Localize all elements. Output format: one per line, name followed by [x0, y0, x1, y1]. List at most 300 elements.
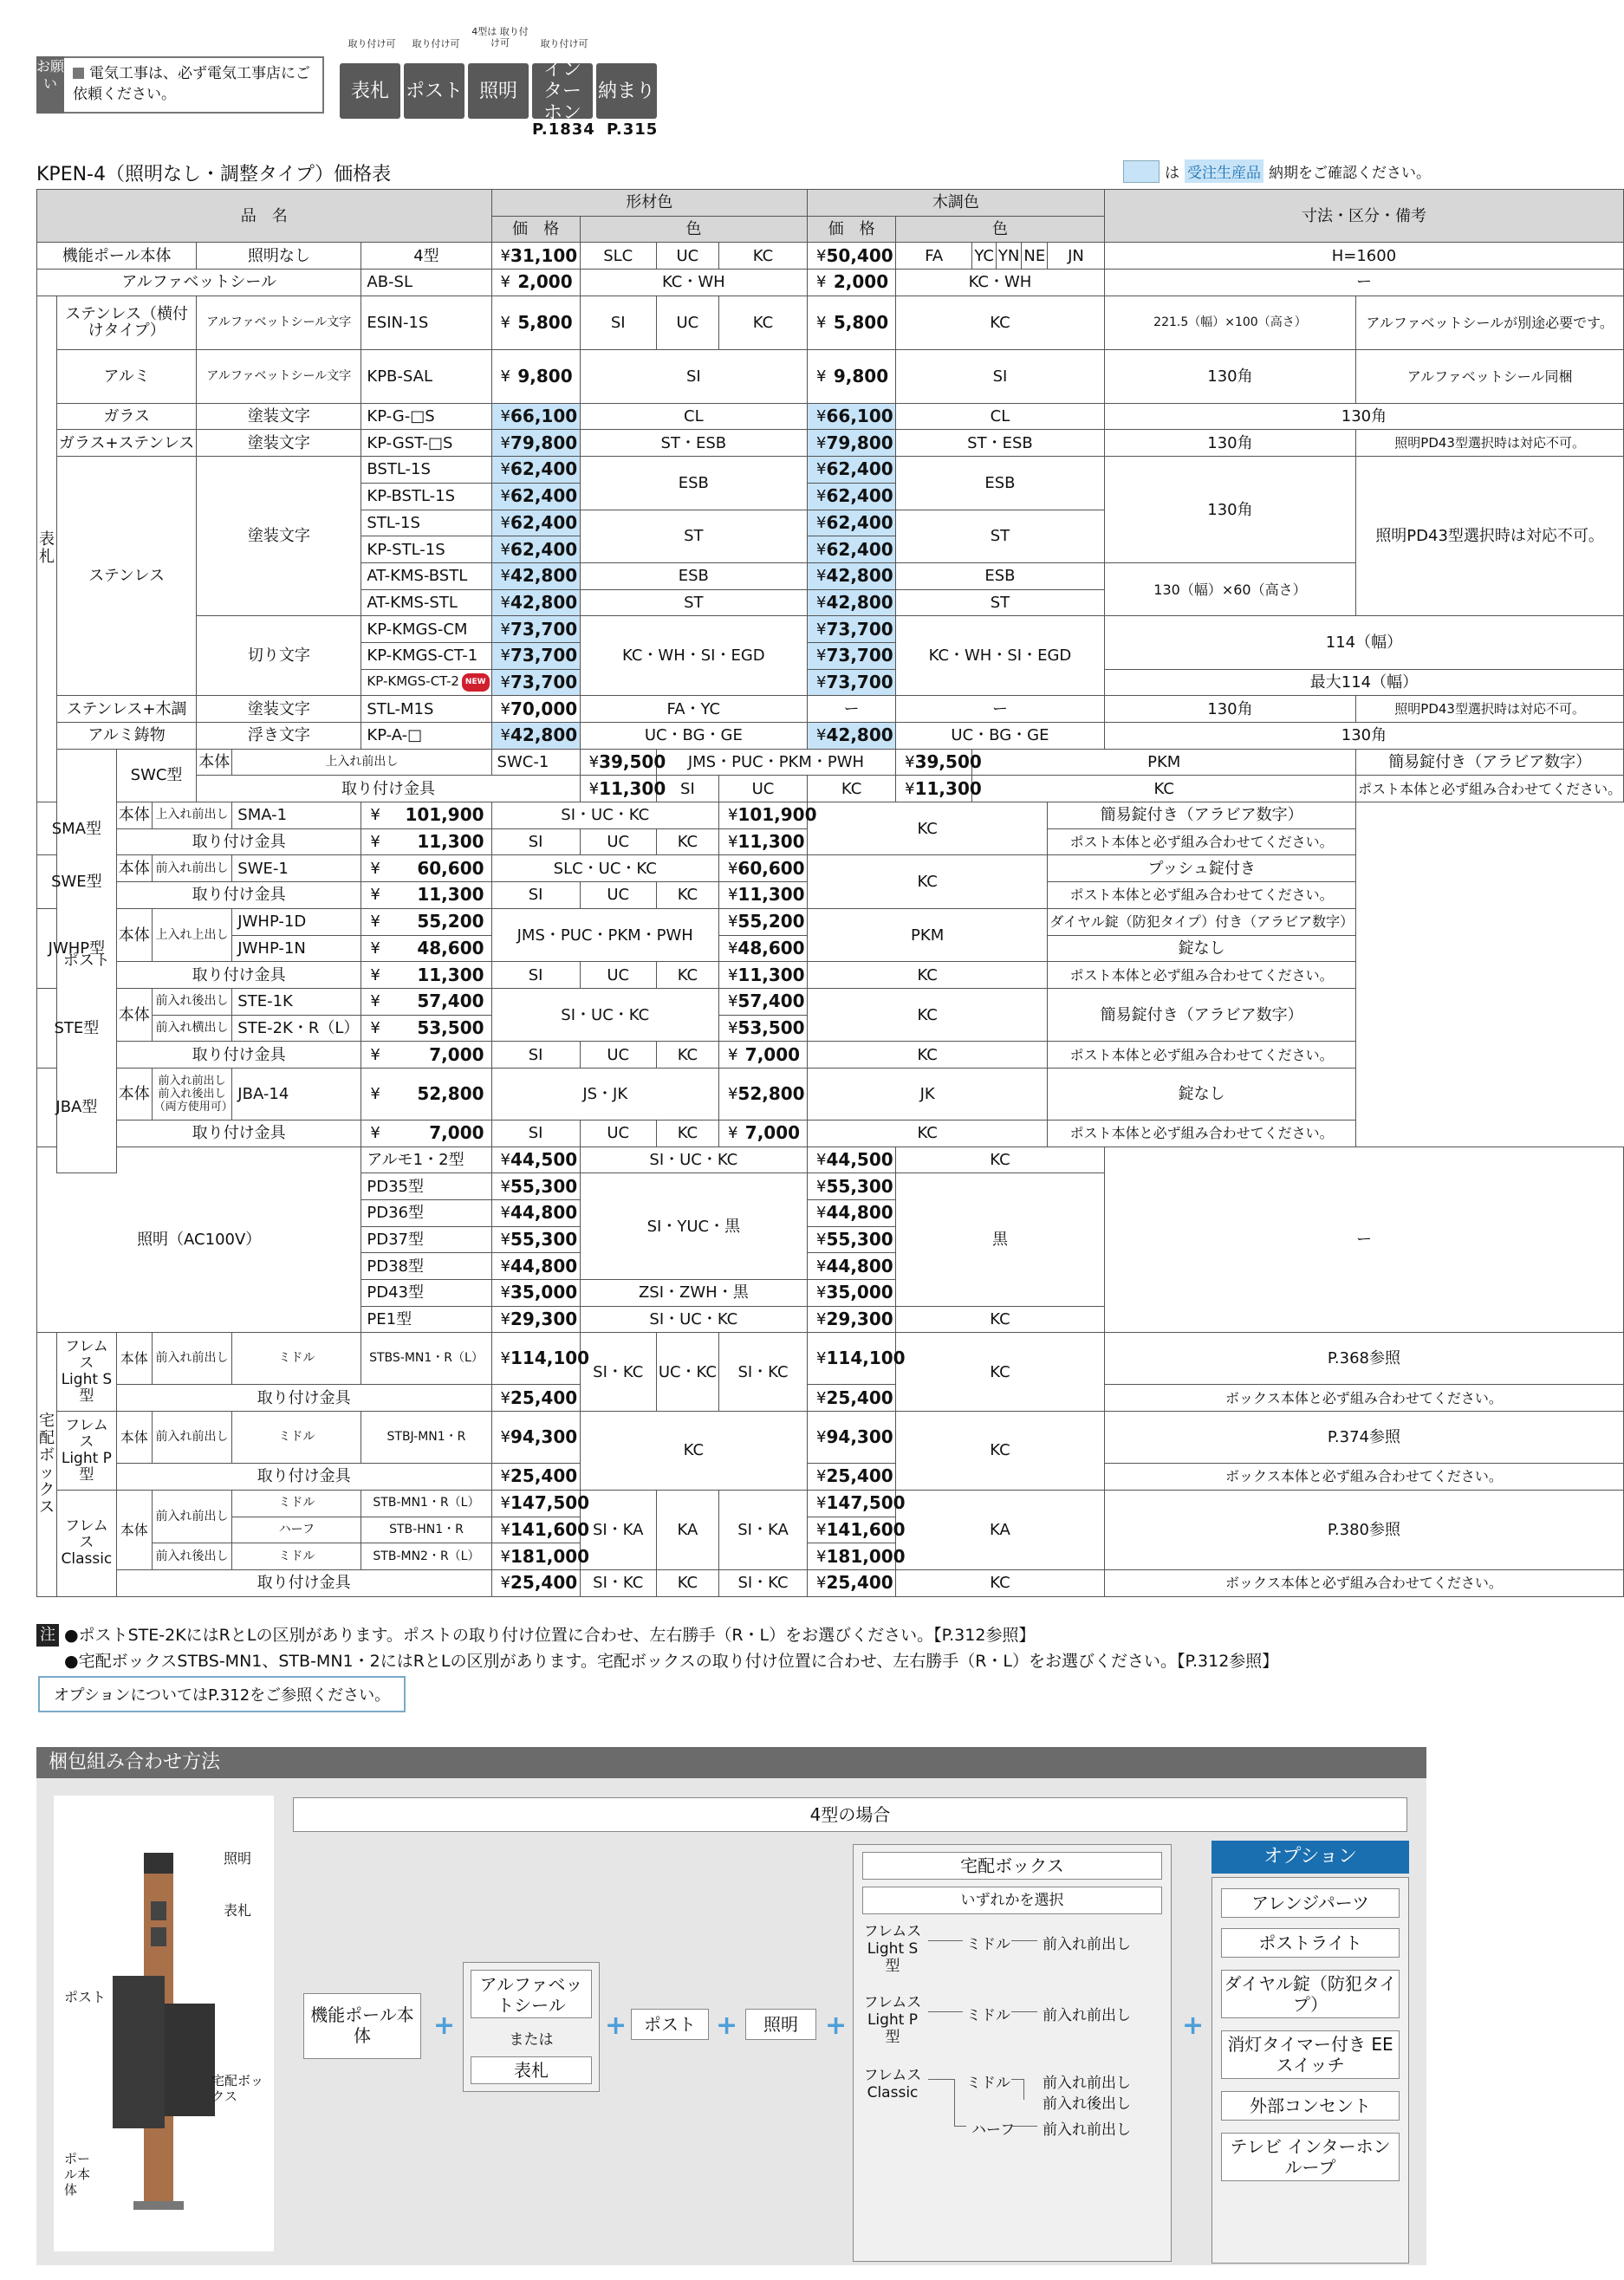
cell: 上入れ上出し: [152, 908, 232, 961]
illus-label-pole: ポール本体: [64, 2151, 91, 2198]
cell: 前入れ前出し: [152, 1412, 232, 1464]
cell: 前入れ横出し: [152, 1015, 232, 1042]
cell: ST: [580, 510, 807, 562]
price-cell: ¥ 42,800: [808, 562, 896, 589]
cell: JMS・PUC・PKM・PWH: [491, 908, 718, 961]
cell: SWE型: [37, 855, 117, 908]
price-cell: ¥ 11,300: [361, 962, 491, 989]
combo-light[interactable]: 照明: [745, 2009, 816, 2040]
table-row: [37, 1412, 1624, 1464]
note-line-2: ●宅配ボックスSTBS-MN1、STB-MN1・2にはRとLの区別があります。宅配ボックスの取り付け位置に合わせ、左右勝手（R・L）をお選びください。【P.312参照】: [64, 1652, 1279, 1671]
price-cell: ¥ 9,800: [491, 349, 580, 403]
cell: KC: [808, 1120, 1048, 1146]
price-cell: ¥ 62,400: [491, 536, 580, 563]
cell: 本体: [116, 1412, 152, 1464]
price-cell: ¥ 62,400: [491, 510, 580, 536]
price-cell: ¥ 55,300: [808, 1226, 896, 1253]
plus-icon: +: [825, 2010, 848, 2041]
cell: STE型: [37, 988, 117, 1068]
cell: KC・WH: [896, 270, 1105, 296]
cell: SI: [491, 1042, 580, 1069]
cell: KC: [808, 802, 1048, 855]
cell: 照明（AC100V）: [37, 1146, 361, 1333]
hd-wood: 木調色: [808, 190, 1105, 217]
cell[interactable]: P.380参照: [1104, 1490, 1623, 1569]
cell: KC: [718, 243, 807, 270]
cell: 本体: [116, 908, 152, 961]
takuhai-group: [853, 1844, 1172, 2262]
combo-hyou-group: [463, 1962, 600, 2092]
connector-line: [1011, 2126, 1037, 2127]
price-cell: ¥ 73,700: [808, 642, 896, 669]
cell: ミドル: [232, 1333, 361, 1385]
price-cell: ¥ 55,300: [491, 1173, 580, 1200]
cell: KC: [718, 296, 807, 349]
cell: SI・YUC・黒: [580, 1173, 807, 1280]
price-cell: ¥ 62,400: [808, 457, 896, 484]
tb-row-2-dir[interactable]: 前入れ前出し: [1043, 2007, 1131, 2024]
price-cell: ¥ 50,400: [808, 243, 896, 270]
price-cell: ¥ 55,200: [718, 908, 807, 935]
cell: プッシュ錠付き: [1048, 855, 1356, 882]
cell: SWC-1: [491, 749, 580, 776]
option-ref[interactable]: オプションについてはP.312をご参照ください。: [38, 1676, 406, 1712]
price-cell: ¥ 2,000: [491, 270, 580, 296]
cell: KC・WH・SI・EGD: [580, 616, 807, 696]
illus-label-post: ポスト: [64, 1989, 107, 2005]
cell: UC: [718, 776, 807, 802]
option-group: [1212, 1877, 1409, 2264]
cell: 塗装文字: [197, 403, 361, 430]
price-cell: ¥ 42,800: [808, 589, 896, 616]
table-row: [37, 243, 1624, 270]
cell: SWE-1: [232, 855, 361, 882]
cell: YN: [996, 243, 1021, 270]
btn-interphone[interactable]: インターホン: [532, 63, 593, 119]
price-cell: ¥ 60,600: [361, 855, 491, 882]
cell: ST: [896, 589, 1105, 616]
cell: SI: [580, 349, 807, 403]
table-row: [37, 1120, 1624, 1146]
tb-row-2-mid: ミドル: [966, 2007, 1010, 2024]
onegai-badge: お願い: [36, 56, 64, 114]
price-cell: ¥ 7,000: [361, 1120, 491, 1146]
cell: 本体: [116, 1068, 152, 1120]
price-cell: ¥ 42,800: [491, 562, 580, 589]
cell: 114（幅）: [1104, 616, 1623, 669]
cell: STE-1K: [232, 988, 361, 1015]
tb-row-2-name: フレムス Light P型: [863, 1994, 922, 2046]
note-mark: 注: [36, 1624, 59, 1647]
cell: SI: [491, 1120, 580, 1146]
cell: KC: [972, 776, 1356, 802]
cell: ST: [896, 510, 1105, 562]
cell: 前入れ後出し: [152, 988, 232, 1015]
option-postlight[interactable]: ポストライト: [1221, 1928, 1400, 1958]
cell: 130（幅）×60（高さ）: [1104, 562, 1355, 615]
cell: KC: [656, 882, 718, 909]
btn-osamari[interactable]: 納まり: [596, 63, 657, 119]
cell: ESB: [896, 562, 1105, 589]
cell: ポスト本体と必ず組み合わせてください。: [1048, 962, 1356, 989]
page-ref-1[interactable]: P.1834: [532, 120, 595, 139]
cell: ー: [896, 696, 1105, 723]
cell: KC: [808, 1042, 1048, 1069]
cell[interactable]: P.374参照: [1104, 1412, 1623, 1464]
cell: JMS・PUC・PKM・PWH: [656, 749, 895, 776]
cell: アルファベットシールが別途必要です。: [1356, 296, 1624, 349]
price-cell: ¥ 35,000: [808, 1280, 896, 1307]
cell: 取り付け金具: [116, 828, 361, 855]
price-cell: ¥ 25,400: [491, 1385, 580, 1412]
price-cell: ¥ 44,800: [808, 1253, 896, 1280]
cell: UC: [656, 243, 718, 270]
cell: ZSI・ZWH・黒: [580, 1280, 807, 1307]
cell: STE-2K・R（L）: [232, 1015, 361, 1042]
price-cell: ¥ 62,400: [808, 510, 896, 536]
price-cell: ¥ 7,000: [718, 1120, 807, 1146]
price-cell: ¥ 7,000: [361, 1042, 491, 1069]
tb-row-3-dir2[interactable]: 前入れ後出し: [1043, 2095, 1131, 2113]
table-row: [37, 1385, 1624, 1412]
cell: SI: [896, 349, 1105, 403]
tag-interphone: 取り付け可: [540, 38, 588, 49]
cell: ボックス本体と必ず組み合わせてください。: [1104, 1464, 1623, 1491]
cell: 黒: [896, 1173, 1105, 1306]
cell: アルミ: [57, 349, 197, 403]
cell: ステンレス（横付けタイプ）: [57, 296, 197, 349]
plus-icon: +: [433, 2010, 456, 2041]
price-cell: ¥ 11,300: [361, 882, 491, 909]
btn-hyousatsu[interactable]: 表札: [340, 63, 400, 119]
cell: SMA-1: [232, 802, 361, 829]
price-cell: ¥ 70,000: [491, 696, 580, 723]
cell: 221.5（幅）×100（高さ）: [1104, 296, 1355, 349]
option-timer[interactable]: 消灯タイマー付き EEスイッチ: [1221, 2030, 1400, 2079]
table-row: [37, 962, 1624, 989]
cell: KC: [896, 1333, 1105, 1412]
price-cell: ¥ 11,300: [718, 828, 807, 855]
price-cell: ¥ 53,500: [718, 1015, 807, 1042]
cell: ESIN-1S: [361, 296, 491, 349]
table-row: [37, 457, 1624, 484]
cell: 130角: [1104, 403, 1623, 430]
price-cell: ¥ 25,400: [808, 1464, 896, 1491]
cell: 130角: [1104, 457, 1355, 563]
cell: UC・BG・GE: [580, 723, 807, 750]
cell: JN: [1048, 243, 1105, 270]
cell: PD35型: [361, 1173, 491, 1200]
cell: 上入れ前出し: [232, 749, 491, 776]
electric-note-text: 電気工事は、必ず電気工事店にご依頼ください。: [73, 65, 310, 103]
table-row: [37, 403, 1624, 430]
cell: 取り付け金具: [116, 882, 361, 909]
tb-row-3-dir3[interactable]: 前入れ前出し: [1043, 2121, 1131, 2139]
electric-note: [64, 56, 324, 114]
cell: PD43型: [361, 1280, 491, 1307]
cell: KPB-SAL: [361, 349, 491, 403]
cell: 簡易錠付き（アラビア数字）: [1048, 988, 1356, 1041]
cell: SLC・UC・KC: [491, 855, 718, 882]
cell: SI・KA: [580, 1490, 656, 1569]
option-dial[interactable]: ダイヤル錠（防犯タイプ）: [1221, 1970, 1400, 2018]
price-cell: ¥ 141,600: [808, 1517, 896, 1543]
cell: ミドル: [232, 1490, 361, 1517]
cell: 本体: [116, 988, 152, 1041]
price-cell: ¥ 62,400: [808, 536, 896, 563]
price-cell: ¥ 25,400: [491, 1569, 580, 1596]
price-cell: ¥ 29,300: [491, 1306, 580, 1333]
cell: 塗装文字: [197, 430, 361, 457]
cell: ボックス本体と必ず組み合わせてください。: [1104, 1385, 1623, 1412]
price-cell: ¥ 147,500: [491, 1490, 580, 1517]
section-hyousatsu: 表札: [37, 296, 57, 802]
price-cell: ¥ 66,100: [491, 403, 580, 430]
cell: SI・UC・KC: [491, 988, 718, 1041]
cell: アルファベットシール: [37, 270, 361, 296]
cell: CL: [580, 403, 807, 430]
price-cell: ¥ 79,800: [808, 430, 896, 457]
table-row: [37, 855, 1624, 882]
cell: 本体: [116, 855, 152, 882]
cell: KA: [656, 1490, 718, 1569]
cell: 前入れ後出し: [152, 1543, 232, 1570]
price-cell: ¥ 53,500: [361, 1015, 491, 1042]
option-title: オプション: [1212, 1841, 1409, 1874]
price-cell: ¥ 73,700: [491, 616, 580, 643]
cell: 取り付け金具: [197, 776, 580, 802]
cell: UC: [580, 828, 656, 855]
cell: KC: [580, 1412, 807, 1491]
price-table: [36, 189, 1624, 1597]
cell: AB-SL: [361, 270, 491, 296]
legend-mid: は: [1165, 165, 1179, 182]
connector-line: [954, 2126, 966, 2127]
cell: STL-M1S: [361, 696, 491, 723]
section-takuhai: 宅配ボックス: [37, 1333, 57, 1596]
cell: PE1型: [361, 1306, 491, 1333]
square-bullet-icon: [73, 68, 84, 79]
cell: UC: [656, 296, 718, 349]
plus-icon: +: [716, 2010, 738, 2041]
cell: 取り付け金具: [116, 1120, 361, 1146]
legend-tail: 納期をご確認ください。: [1269, 165, 1431, 182]
cell: SI: [491, 828, 580, 855]
hd-notes: 寸法・区分・備考: [1104, 190, 1623, 243]
cell: 取り付け金具: [116, 1042, 361, 1069]
table-row: [37, 1569, 1624, 1596]
option-outlet[interactable]: 外部コンセント: [1221, 2091, 1400, 2121]
takuhai-title: 宅配ボックス: [862, 1852, 1162, 1880]
cell: 機能ポール本体: [37, 243, 197, 270]
cell: JS・JK: [491, 1068, 718, 1120]
cell: 塗装文字: [197, 457, 361, 616]
cell: 錠なし: [1048, 1068, 1356, 1120]
cell: KC: [896, 1146, 1105, 1173]
connector-line: [1011, 2011, 1037, 2012]
cell: 塗装文字: [197, 696, 361, 723]
cell: PD37型: [361, 1226, 491, 1253]
table-row: [37, 749, 1624, 776]
connector-line: [928, 1940, 963, 1941]
price-cell: ¥ 60,600: [718, 855, 807, 882]
price-cell: ¥ 52,800: [718, 1068, 807, 1120]
option-arrange[interactable]: アレンジパーツ: [1221, 1888, 1400, 1918]
cell: PKM: [808, 908, 1048, 961]
combo-pole[interactable]: 機能ポール本体: [303, 1993, 421, 2059]
tb-row-3-dir[interactable]: 前入れ前出し: [1043, 2075, 1131, 2092]
combo-alpha[interactable]: アルファベットシール: [471, 1970, 592, 2018]
price-cell: ¥ 31,100: [491, 243, 580, 270]
cell: ST: [580, 589, 807, 616]
cell: SI・KC: [718, 1569, 807, 1596]
cell: 前入れ前出し 前入れ後出し（両方使用可）: [152, 1068, 232, 1120]
cell: アルモ1・2型: [361, 1146, 491, 1173]
cell: UC: [580, 1042, 656, 1069]
cell: フレムス Classic: [57, 1490, 117, 1596]
tag-hyou: 取り付け可: [348, 38, 396, 49]
price-cell: ¥ 55,300: [808, 1173, 896, 1200]
option-tv[interactable]: テレビ インターホンループ: [1221, 2133, 1400, 2181]
price-cell: ¥ 73,700: [808, 669, 896, 696]
cell: YC: [972, 243, 997, 270]
cell: 照明PD43型選択時は対応不可。: [1356, 430, 1624, 457]
cell: 4型: [361, 243, 491, 270]
cell: SI・UC・KC: [491, 802, 718, 829]
cell: FA: [896, 243, 972, 270]
cell: KP-KMGS-CM: [361, 616, 491, 643]
cell: STB-MN1・R（L）: [361, 1490, 491, 1517]
cell: KP-G-□S: [361, 403, 491, 430]
cell: 130角: [1104, 430, 1355, 457]
price-cell: ¥ 39,500: [580, 749, 656, 776]
cell: PD38型: [361, 1253, 491, 1280]
section-post: ポスト: [57, 749, 117, 1173]
cell: 取り付け金具: [116, 962, 361, 989]
price-cell: ¥ 44,500: [491, 1146, 580, 1173]
table-row: [37, 1042, 1624, 1069]
cell: KP-KMGS-CT-1: [361, 642, 491, 669]
cell: AT-KMS-STL: [361, 589, 491, 616]
tb-row-3-half: ハーフ: [971, 2121, 1016, 2139]
price-cell: ¥ 11,300: [718, 962, 807, 989]
illus-label-box: 宅配ボックス: [211, 2073, 264, 2104]
price-cell: ¥ 44,500: [808, 1146, 896, 1173]
cell: STBJ-MN1・R: [361, 1412, 491, 1464]
hd-color-2: 色: [896, 216, 1105, 243]
cell: 取り付け金具: [116, 1569, 491, 1596]
cell: ESB: [580, 562, 807, 589]
cell: KC: [896, 1306, 1105, 1333]
cell: KC: [656, 1569, 718, 1596]
cell: ハーフ: [232, 1517, 361, 1543]
cell: UC: [580, 1120, 656, 1146]
table-row: [37, 1490, 1624, 1517]
cell: 本体: [116, 1333, 152, 1385]
cell: 130角: [1104, 696, 1355, 723]
tb-row-3-mid: ミドル: [966, 2075, 1010, 2092]
table-row: [37, 296, 1624, 349]
cell: 前入れ前出し: [152, 1490, 232, 1543]
plus-icon: +: [1182, 2010, 1205, 2041]
cell: KC: [656, 1042, 718, 1069]
cell: 130角: [1104, 723, 1623, 750]
table-row: [37, 1068, 1624, 1120]
new-badge: NEW: [462, 673, 490, 692]
price-cell: ¥ 94,300: [808, 1412, 896, 1464]
cell: KC: [656, 828, 718, 855]
cell: ポスト本体と必ず組み合わせてください。: [1048, 1120, 1356, 1146]
price-cell: ¥ 11,300: [580, 776, 656, 802]
price-cell: ¥ 11,300: [896, 776, 972, 802]
cell: KP-GST-□S: [361, 430, 491, 457]
cell: ガラス: [57, 403, 197, 430]
cell: 錠なし: [1048, 935, 1356, 962]
plus-icon: +: [605, 2010, 627, 2041]
page-ref-2[interactable]: P.315: [607, 120, 659, 139]
cell: KC: [896, 1412, 1105, 1491]
price-cell: ¥ 52,800: [361, 1068, 491, 1120]
connector-line: [1011, 1940, 1037, 1941]
product-illustration: [54, 1796, 274, 2251]
cell[interactable]: P.368参照: [1104, 1333, 1623, 1385]
price-cell: ¥ 42,800: [491, 589, 580, 616]
cell: SI・KC: [718, 1333, 807, 1412]
cell: STB-MN2・R（L）: [361, 1543, 491, 1570]
btn-post[interactable]: ポスト: [404, 63, 464, 119]
cell: PD36型: [361, 1200, 491, 1227]
table-row: [37, 1146, 1624, 1173]
cell: JWHP-1N: [232, 935, 361, 962]
header-row-1: [37, 190, 1624, 217]
combo-or: または: [509, 2031, 554, 2049]
price-cell: ¥ 66,100: [808, 403, 896, 430]
table-row: [37, 776, 1624, 802]
price-cell: ¥ 2,000: [808, 270, 896, 296]
price-cell: ¥ 25,400: [808, 1385, 896, 1412]
combo-hyou[interactable]: 表札: [471, 2056, 592, 2084]
table-row: [37, 988, 1624, 1015]
cell: 最大114（幅）: [1104, 669, 1623, 696]
price-cell: ¥ 181,000: [808, 1543, 896, 1570]
cell: KC: [808, 855, 1048, 908]
btn-light[interactable]: 照明: [468, 63, 529, 119]
cell: ポスト本体と必ず組み合わせてください。: [1048, 828, 1356, 855]
cell: ガラス+ステンレス: [57, 430, 197, 457]
connector-line: [1023, 2079, 1024, 2100]
connector-line: [928, 2079, 954, 2080]
price-cell: ¥ 141,600: [491, 1517, 580, 1543]
tag-light: 4型は 取り付け可: [471, 26, 529, 49]
select-one: いずれかを選択: [862, 1887, 1162, 1914]
price-cell: ¥ 7,000: [718, 1042, 807, 1069]
cell: SI・KC: [580, 1569, 656, 1596]
tb-row-1-dir[interactable]: 前入れ前出し: [1043, 1936, 1131, 1953]
cell: 照明PD43型選択時は対応不可。: [1356, 457, 1624, 616]
combo-post[interactable]: ポスト: [631, 2009, 709, 2040]
cell: 上入れ前出し: [152, 802, 232, 829]
cell: KP-BSTL-1S: [361, 483, 491, 510]
combo-section-title: 梱包組み合わせ方法: [36, 1747, 1426, 1778]
cell: 取り付け金具: [116, 1385, 491, 1412]
hd-name: 品 名: [37, 190, 492, 243]
cell: 切り文字: [197, 616, 361, 696]
table-row: [37, 1464, 1624, 1491]
price-cell: ¥ 62,400: [491, 483, 580, 510]
price-cell: ¥ 114,100: [808, 1333, 896, 1385]
cell: ポスト本体と必ず組み合わせてください。: [1048, 1042, 1356, 1069]
cell: KC: [656, 962, 718, 989]
